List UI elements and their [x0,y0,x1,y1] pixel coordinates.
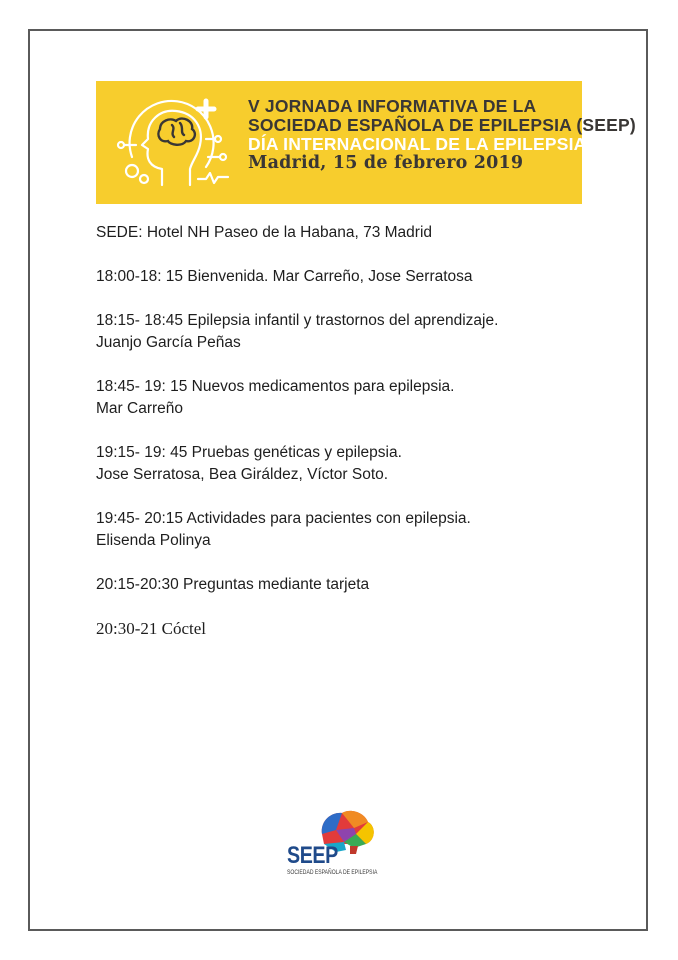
schedule-item-title: 20:30-21 Cóctel [96,619,207,638]
schedule-item-speakers: Mar Carreño [96,400,183,417]
schedule-item [96,442,636,486]
schedule-item-title: 19:15- 19: 45 Pruebas genéticas y epilepsia. [96,444,402,461]
banner-title-line-2: SOCIEDAD ESPAÑOLA DE EPILEPSIA (SEEP) [248,115,636,135]
schedule-item-title: 18:15- 18:45 Epilepsia infantil y trastornos del aprendizaje. [96,312,499,329]
program-schedule [96,222,636,662]
schedule-item [96,574,636,596]
schedule-item-title: 18:00-18: 15 Bienvenida. Mar Carreño, Jose Serratosa [96,268,473,285]
schedule-item-speakers: Jose Serratosa, Bea Giráldez, Víctor Soto. [96,466,389,483]
schedule-item-title: 18:45- 19: 15 Nuevos medicamentos para epilepsia. [96,378,455,395]
seep-wordmark: SEEP [287,842,338,869]
schedule-item [96,376,636,420]
schedule-item-title: 20:15-20:30 Preguntas mediante tarjeta [96,576,370,593]
banner-date-location: Madrid, 15 de febrero 2019 [248,153,524,173]
banner-title-line-1: V JORNADA INFORMATIVA DE LA [248,96,537,116]
head-brain-circuit-icon [110,87,240,197]
venue-block [96,222,636,244]
seep-logo-subtitle: SOCIEDAD ESPAÑOLA DE EPILEPSIA [287,869,378,876]
venue-text: SEDE: Hotel NH Paseo de la Habana, 73 Madrid [96,224,433,241]
schedule-item-speakers: Juanjo García Peñas [96,334,241,351]
seep-logo [284,804,384,884]
banner-subtitle: DÍA INTERNACIONAL DE LA EPILEPSIA [248,134,587,154]
schedule-item-title: 19:45- 20:15 Actividades para pacientes con epilepsia. [96,510,471,527]
schedule-item [96,508,636,552]
event-banner [96,81,636,204]
schedule-item [96,310,636,354]
schedule-item-speakers: Elisenda Polinya [96,532,211,549]
schedule-item [96,618,636,640]
schedule-item [96,266,636,288]
